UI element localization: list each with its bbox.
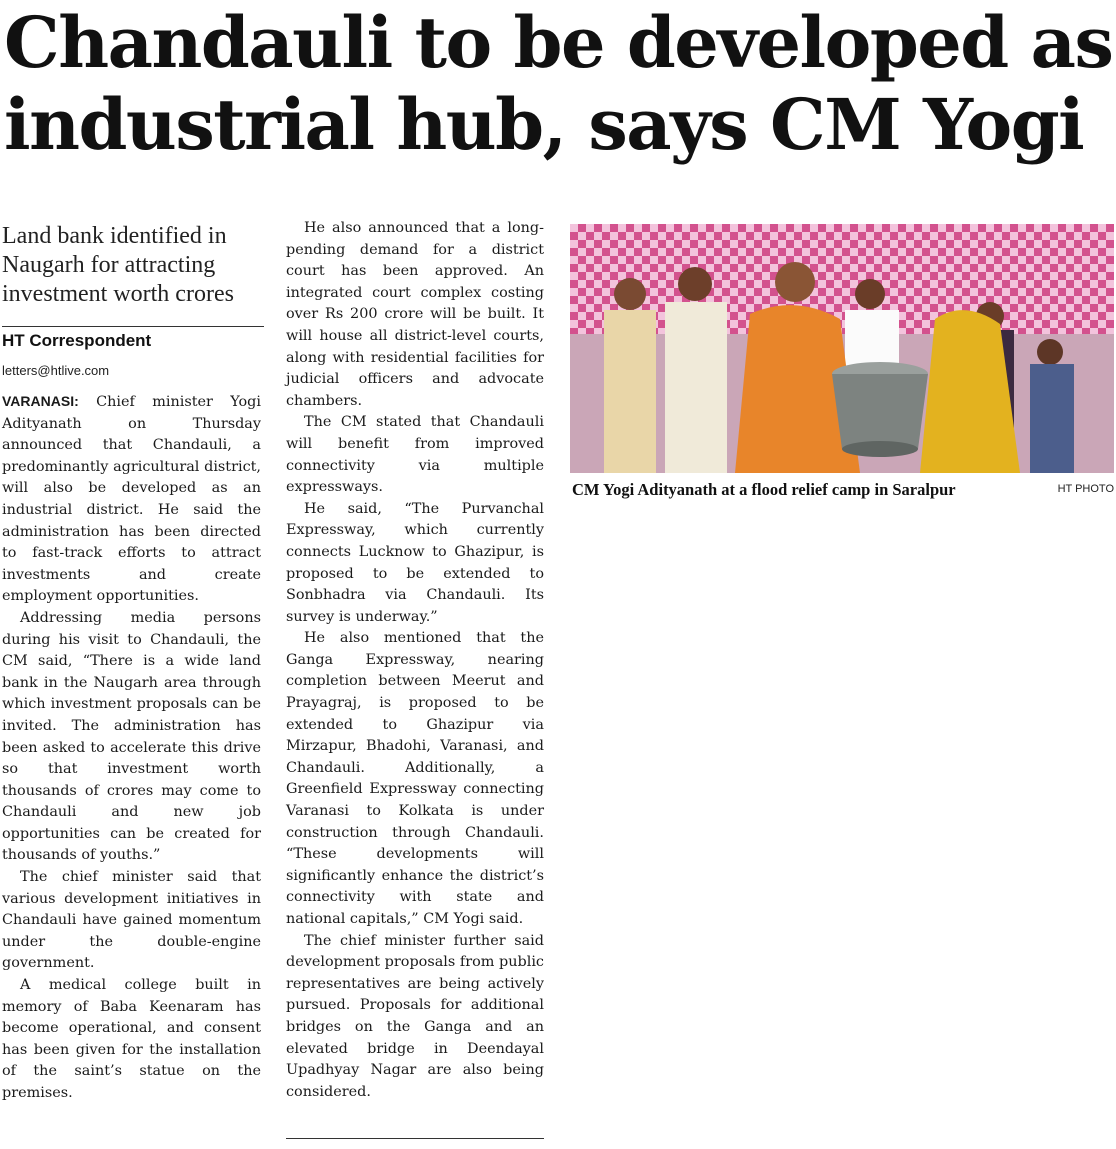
headline-line-2: industrial hub, says CM Yogi (4, 83, 1084, 166)
photo-caption: CM Yogi Adityanath at a flood relief camp in Saralpur (572, 480, 956, 499)
article-column-1 (2, 391, 261, 1105)
article-paragraph: The chief minister said that various development initiatives in Chandauli have gained momentum under the double-engine government. (2, 869, 261, 972)
byline: HT Correspondent (2, 331, 152, 350)
strapline: Land bank identified in Naugarh for attracting investment worth crores (2, 223, 234, 307)
news-photo (570, 224, 1114, 473)
byline-email: letters@htlive.com (2, 363, 110, 378)
article-paragraph: He also announced that a long-pending demand for a district court has been approved. An integrated court complex costing over Rs 200 crore will be built. It will house all district-level courts, along with residential facilities for judicial officers and advocate chambers. (286, 220, 544, 409)
article-paragraph: The CM stated that Chandauli will benefit from improved connectivity via multiple expressways. (286, 414, 544, 496)
photo-credit: HT PHOTO (1057, 483, 1114, 495)
article-column-2 (286, 218, 544, 1103)
headline (4, 2, 1112, 166)
article-paragraph: The chief minister further said development proposals from public representatives are being actively pursued. Proposals for additional bridges on the Ganga and an elevated bridge in Deendayal Upadhyay Nagar are also being considered. (286, 932, 544, 1100)
article-paragraph: He said, “The Purvanchal Expressway, which currently connects Lucknow to Ghazipur, is proposed to be extended to Sonbhadra via Chandauli. Its survey is underway.” (286, 500, 544, 625)
article-paragraph: Addressing media persons during his visit to Chandauli, the CM said, “There is a wide land bank in the Naugarh area through which investment proposals can be invited. The administration has been asked to accelerate this drive so that investment worth thousands of crores may come to Chandauli and new job opportunities can be created for thousands of youths.” (2, 609, 261, 864)
article-paragraph: A medical college built in memory of Baba Keenaram has become operational, and consent has been given for the installation of the saint’s statue on the premises. (2, 977, 261, 1101)
article-paragraph: VARANASI: Chief minister Yogi Adityanath on Thursday announced that Chandauli, a predominantly agricultural district, will also be developed as an industrial district. He said the administration has been directed to fast-track efforts to attract investments and create employment opportunities. (2, 393, 261, 605)
column-end-rule (286, 1138, 544, 1139)
article-paragraph: He also mentioned that the Ganga Expressway, nearing completion between Meerut and Prayagraj, is proposed to be extended to Ghazipur via Mirzapur, Bhadohi, Varanasi, and Chandauli. Additionally, a Greenfield Expressway connecting Varanasi to Kolkata is under construction through Chandauli. “These developments will significantly enhance the district’s connectivity with state and national capitals,” CM Yogi said. (286, 630, 544, 927)
dateline: VARANASI: (2, 393, 79, 409)
byline-divider (2, 326, 264, 327)
headline-line-1: Chandauli to be developed as (4, 1, 1113, 84)
